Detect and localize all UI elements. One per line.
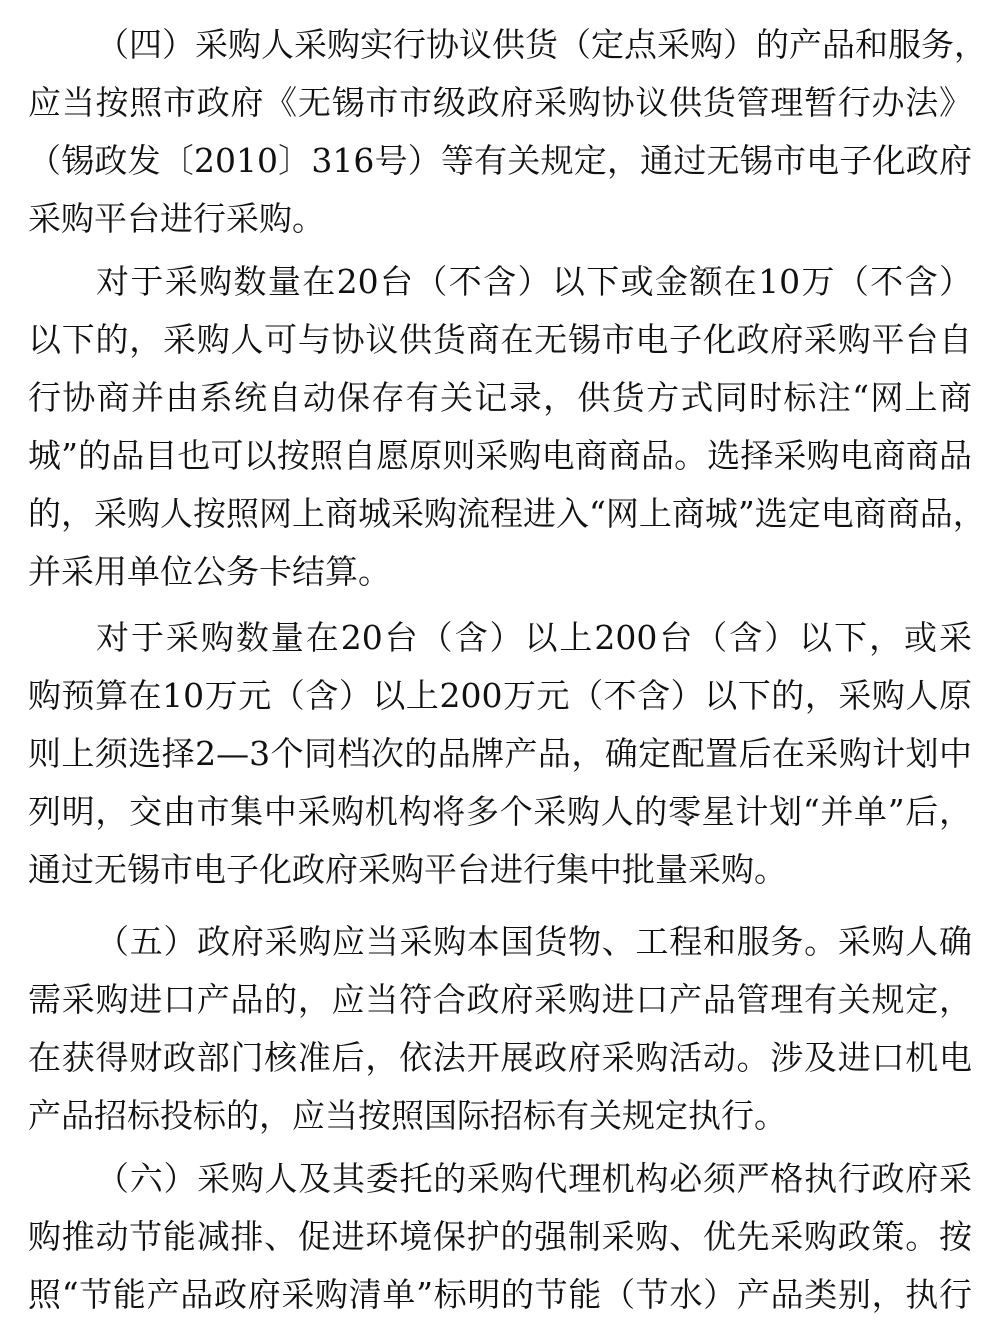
text-line: 以下的，采购人可与协议供货商在无锡市电子化政府采购平台自 [28,320,972,359]
text-line: （锡政发〔2010〕316号）等有关规定，通过无锡市电子化政府 [28,141,972,180]
text-line: 列明，交由市集中采购机构将多个采购人的零星计划“并单”后， [28,792,972,831]
text-line: （四）采购人采购实行协议供货（定点采购）的产品和服务， [96,25,987,64]
text-line: 对于采购数量在20台（不含）以下或金额在10万（不含） [96,262,972,301]
text-line: 应当按照市政府《无锡市市级政府采购协议供货管理暂行办法》 [28,83,972,122]
text-line: 对于采购数量在20台（含）以上200台（含）以下，或采 [96,618,972,657]
text-line: 行协商并由系统自动保存有关记录，供货方式同时标注“网上商 [28,378,972,417]
text-line: （六）采购人及其委托的采购代理机构必须严格执行政府采 [96,1159,972,1198]
text-line: 在获得财政部门核准后，依法开展政府采购活动。涉及进口机电 [28,1038,972,1077]
text-line: 产品招标投标的，应当按照国际招标有关规定执行。 [28,1096,787,1135]
text-line: 需采购进口产品的，应当符合政府采购进口产品管理有关规定， [28,980,972,1019]
text-line: 则上须选择2—3个同档次的品牌产品，确定配置后在采购计划中 [28,734,972,773]
text-line: 通过无锡市电子化政府采购平台进行集中批量采购。 [28,850,787,889]
text-line: （五）政府采购应当采购本国货物、工程和服务。采购人确 [96,922,972,961]
text-line: 并采用单位公务卡结算。 [28,552,391,591]
text-line: 的，采购人按照网上商城采购流程进入“网上商城”选定电商商品， [28,494,986,533]
text-line: 购预算在10万元（含）以上200万元（不含）以下的，采购人原 [28,676,972,715]
text-line: 照“节能产品政府采购清单”标明的节能（节水）产品类别，执行 [28,1275,972,1314]
text-line: 购推动节能减排、促进环境保护的强制采购、优先采购政策。按 [28,1217,972,1256]
text-line: 采购平台进行采购。 [28,199,325,238]
text-line: 城”的品目也可以按照自愿原则采购电商商品。选择采购电商商品 [28,436,972,475]
